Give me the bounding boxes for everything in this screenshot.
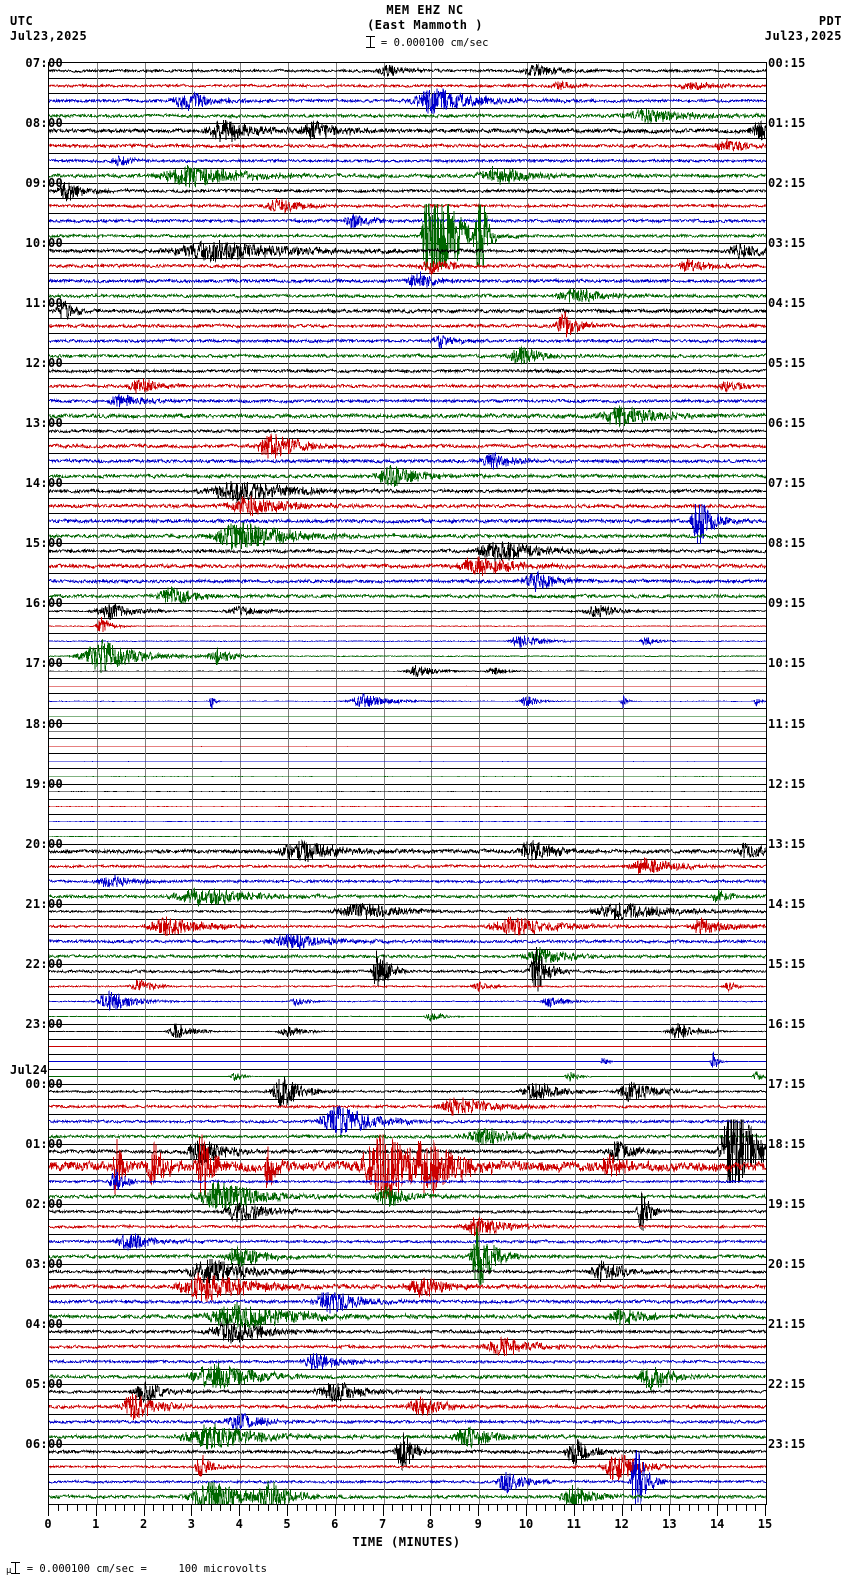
trace-row-09 [49,198,766,213]
hour-label-left-0400: 04:00 [25,1316,63,1331]
trace-row-81 [49,1272,766,1302]
hour-label-left-0200: 02:00 [25,1196,63,1211]
hour-label-right-0515: 05:15 [768,356,806,371]
axis-tick-minor [459,1504,460,1511]
trace-row-34 [49,572,766,592]
hour-label-right-0015: 00:15 [768,56,806,70]
page-title: MEM EHZ NC [386,3,464,17]
hour-label-left-0900: 09:00 [25,176,63,191]
time-axis-labels [0,1517,850,1533]
axis-tick-major [383,1504,384,1516]
trace-row-71 [49,1128,766,1145]
trace-row-58 [49,934,766,950]
axis-tick-minor [277,1504,278,1511]
hour-label-left-2200: 22:00 [25,956,63,971]
trace-row-36 [49,604,766,620]
hour-label-left-1600: 16:00 [25,596,63,611]
hour-label-left-1800: 18:00 [25,716,63,731]
trace-row-83 [49,1302,766,1329]
hour-label-right-1215: 12:15 [768,776,806,791]
trace-row-04 [49,120,766,142]
axis-tick-label-2: 2 [139,1517,148,1531]
trace-row-07 [49,165,766,188]
axis-tick-minor [306,1504,307,1511]
trace-row-90 [49,1414,766,1431]
trace-row-59 [49,947,766,963]
axis-tick-minor [641,1504,642,1511]
hour-label-left-2300: 23:00 [25,1016,63,1031]
trace-row-17 [49,311,766,338]
trace-row-29 [49,495,766,516]
trace-row-67 [49,1071,766,1081]
trace-row-38 [49,636,766,648]
trace-row-14 [49,272,766,288]
time-axis-ticks [48,1504,765,1516]
trace-row-79 [49,1225,766,1286]
trace-row-52 [49,840,766,862]
trace-row-06 [49,156,766,167]
station-name: (East Mammoth ) [367,18,483,32]
axis-tick-major [478,1504,479,1516]
trace-row-26 [49,453,766,470]
trace-row-21 [49,379,766,394]
axis-tick-label-15: 15 [757,1517,773,1531]
hour-label-left-0800: 08:00 [25,116,63,130]
axis-tick-label-5: 5 [283,1517,291,1531]
axis-tick-major [526,1504,527,1516]
axis-tick-minor [650,1504,651,1511]
axis-tick-minor [77,1504,78,1511]
axis-tick-major [191,1504,192,1516]
axis-tick-minor [593,1504,594,1511]
hour-label-left-1000: 10:00 [25,236,63,251]
seismic-traces [49,63,766,1504]
trace-row-64 [49,1023,766,1038]
axis-tick-label-9: 9 [474,1517,482,1531]
axis-tick-label-12: 12 [614,1517,629,1531]
trace-row-74 [49,1169,766,1190]
trace-row-57 [49,917,766,936]
axis-tick-major [765,1504,766,1516]
axis-tick-minor [746,1504,747,1511]
hour-label-right-2015: 20:15 [768,1256,806,1271]
axis-tick-minor [411,1504,412,1511]
axis-tick-minor [172,1504,173,1511]
trace-row-53 [49,857,766,873]
axis-tick-minor [354,1504,355,1511]
hour-label-right-1315: 13:15 [768,836,806,851]
trace-row-31 [49,522,766,549]
axis-tick-minor [440,1504,441,1511]
trace-row-70 [49,1106,766,1136]
hour-label-left-1400: 14:00 [25,476,63,491]
axis-tick-minor [488,1504,489,1511]
axis-tick-major [48,1504,49,1516]
axis-tick-minor [220,1504,221,1511]
hour-label-right-0315: 03:15 [768,236,806,251]
trace-row-11 [49,204,766,267]
axis-tick-label-8: 8 [426,1517,435,1531]
axis-tick-minor [134,1504,135,1511]
hour-label-left-1100: 11:00 [25,296,63,311]
trace-row-33 [49,557,766,576]
axis-tick-minor [297,1504,298,1511]
scale-bar-row [0,36,850,49]
axis-tick-label-1: 1 [92,1517,100,1531]
axis-tick-minor [421,1504,422,1511]
hour-label-right-0715: 07:15 [768,476,806,491]
axis-tick-major [287,1504,288,1516]
header-utc-label: UTC [10,14,34,28]
trace-row-73 [49,1135,766,1198]
trace-row-62 [49,991,766,1011]
trace-row-55 [49,888,766,907]
axis-tick-minor [105,1504,106,1511]
axis-tick-minor [564,1504,565,1511]
scale-bar-icon [366,36,375,49]
trace-row-20 [49,369,766,372]
trace-row-92 [49,1432,766,1471]
trace-row-12 [49,240,766,263]
axis-tick-minor [736,1504,737,1511]
axis-tick-minor [115,1504,116,1511]
axis-tick-minor [755,1504,756,1511]
trace-row-27 [49,465,766,487]
trace-row-63 [49,1013,766,1021]
trace-row-84 [49,1319,766,1343]
trace-row-93 [49,1455,766,1482]
axis-tick-minor [631,1504,632,1511]
trace-row-39 [49,640,766,673]
axis-tick-minor [602,1504,603,1511]
trace-row-10 [49,215,766,228]
axis-tick-minor [402,1504,403,1511]
header-utc-date: Jul23,2025 [10,29,88,43]
axis-tick-minor [325,1504,326,1511]
trace-row-25 [49,434,766,458]
footer-scale-bar-icon [11,1562,20,1575]
axis-tick-minor [211,1504,212,1511]
axis-tick-minor [583,1504,584,1511]
hour-label-right-2215: 22:15 [768,1376,806,1391]
axis-tick-minor [708,1504,709,1511]
hour-label-right-0815: 08:15 [768,536,806,551]
axis-tick-minor [230,1504,231,1511]
trace-row-77 [49,1217,766,1237]
trace-row-08 [49,182,766,201]
hour-label-left-1700: 17:00 [25,656,63,671]
hour-label-left-0300: 03:00 [25,1256,63,1271]
micro-symbol: μ [6,1566,12,1576]
axis-tick-minor [373,1504,374,1511]
hour-label-right-1715: 17:15 [768,1076,806,1091]
axis-tick-label-4: 4 [235,1517,243,1531]
axis-tick-minor [67,1504,68,1511]
header-pdt-label: PDT [818,14,842,28]
axis-tick-label-0: 0 [44,1517,52,1531]
trace-row-35 [49,587,766,604]
axis-tick-minor [450,1504,451,1511]
axis-tick-minor [555,1504,556,1511]
axis-tick-minor [679,1504,680,1511]
trace-row-00 [49,64,766,77]
axis-tick-label-10: 10 [518,1517,534,1531]
axis-tick-minor [86,1504,87,1511]
axis-tick-major [96,1504,97,1516]
axis-tick-major [335,1504,336,1516]
trace-row-78 [49,1234,766,1251]
hour-label-right-1615: 16:15 [768,1016,806,1031]
trace-row-60 [49,947,766,992]
trace-row-86 [49,1353,766,1369]
axis-tick-label-3: 3 [187,1517,196,1531]
trace-row-28 [49,481,766,503]
footer-scale-note [6,1562,267,1576]
axis-tick-minor [268,1504,269,1511]
time-axis-title: TIME (MINUTES) [352,1535,461,1549]
trace-row-37 [49,617,766,632]
hour-label-right-2315: 23:15 [768,1437,806,1451]
hour-label-right-1115: 11:15 [768,716,806,731]
hour-label-left-1300: 13:00 [25,416,63,431]
hour-label-left-0100: 01:00 [25,1136,63,1151]
axis-tick-major [239,1504,240,1516]
hour-label-right-1515: 15:15 [768,956,806,971]
trace-row-56 [49,903,766,920]
hour-label-right-1015: 10:15 [768,656,806,671]
axis-tick-minor [201,1504,202,1511]
axis-tick-minor [689,1504,690,1511]
hour-label-left-0500: 05:00 [25,1376,63,1391]
axis-tick-minor [344,1504,345,1511]
helicorder-plot [48,62,767,1505]
axis-tick-minor [153,1504,154,1511]
axis-tick-minor [612,1504,613,1511]
hour-label-left-0700: 07:00 [25,56,63,70]
axis-tick-major [144,1504,145,1516]
trace-row-42 [49,694,766,709]
axis-tick-minor [727,1504,728,1511]
trace-row-40 [49,665,766,677]
trace-row-15 [49,289,766,303]
header-title-block [0,3,850,33]
trace-row-89 [49,1393,766,1420]
footer-scale-text: = 0.000100 cm/sec = 100 microvolts [26,1563,267,1575]
hour-label-left-1500: 15:00 [25,536,63,551]
day-change-label: Jul24 [10,1062,48,1077]
trace-row-24 [49,429,766,432]
hour-label-left-1200: 12:00 [25,356,63,371]
hour-label-right-0915: 09:15 [768,596,806,611]
axis-tick-minor [316,1504,317,1511]
trace-row-13 [49,259,766,274]
hour-label-right-0115: 01:15 [768,116,806,130]
hour-label-right-0415: 04:15 [768,296,806,311]
trace-row-75 [49,1181,766,1209]
axis-tick-major [717,1504,718,1516]
axis-tick-minor [258,1504,259,1511]
axis-tick-label-6: 6 [331,1517,339,1531]
hour-label-right-1815: 18:15 [768,1136,806,1151]
trace-row-05 [49,138,766,150]
trace-row-01 [49,82,766,91]
trace-row-69 [49,1098,766,1115]
axis-tick-minor [124,1504,125,1511]
trace-row-22 [49,394,766,408]
trace-row-66 [49,1053,766,1068]
axis-tick-minor [249,1504,250,1511]
trace-row-23 [49,405,766,428]
trace-row-32 [49,541,766,563]
axis-tick-major [574,1504,575,1516]
axis-tick-minor [497,1504,498,1511]
hour-label-left-2100: 21:00 [25,896,63,911]
hour-label-left-2000: 20:00 [25,836,63,851]
trace-row-87 [49,1362,766,1391]
hour-label-right-1415: 14:15 [768,896,806,911]
trace-row-02 [49,88,766,114]
trace-row-19 [49,346,766,365]
hour-label-left-1900: 19:00 [25,776,63,791]
axis-tick-label-7: 7 [378,1517,387,1531]
axis-tick-minor [698,1504,699,1511]
hour-label-left-0000: 00:00 [25,1076,63,1091]
trace-row-54 [49,875,766,888]
axis-tick-label-14: 14 [709,1517,725,1531]
axis-tick-major [430,1504,431,1516]
axis-tick-major [669,1504,670,1516]
axis-tick-minor [182,1504,183,1511]
axis-tick-minor [536,1504,537,1511]
scale-bar-label: = 0.000100 cm/sec [380,37,489,49]
axis-tick-minor [469,1504,470,1511]
axis-tick-minor [507,1504,508,1511]
header-pdt-date: Jul23,2025 [764,29,842,43]
axis-tick-minor [58,1504,59,1511]
hour-label-left-0600: 06:00 [25,1437,63,1451]
hour-label-right-0615: 06:15 [768,416,806,431]
trace-row-68 [49,1076,766,1107]
trace-row-16 [49,301,766,320]
trace-row-80 [49,1259,766,1287]
trace-row-61 [49,980,766,992]
hour-label-right-2115: 21:15 [768,1316,806,1331]
trace-row-82 [49,1292,766,1314]
trace-row-85 [49,1337,766,1356]
axis-tick-minor [660,1504,661,1511]
axis-tick-label-11: 11 [566,1517,582,1531]
axis-tick-minor [363,1504,364,1511]
trace-row-18 [49,335,766,348]
axis-tick-minor [516,1504,517,1511]
axis-tick-label-13: 13 [662,1517,677,1531]
hour-label-right-0215: 02:15 [768,176,806,191]
axis-tick-minor [545,1504,546,1511]
axis-tick-minor [392,1504,393,1511]
hour-label-right-1915: 19:15 [768,1196,806,1211]
axis-tick-minor [163,1504,164,1511]
axis-tick-major [622,1504,623,1516]
trace-row-03 [49,109,766,124]
